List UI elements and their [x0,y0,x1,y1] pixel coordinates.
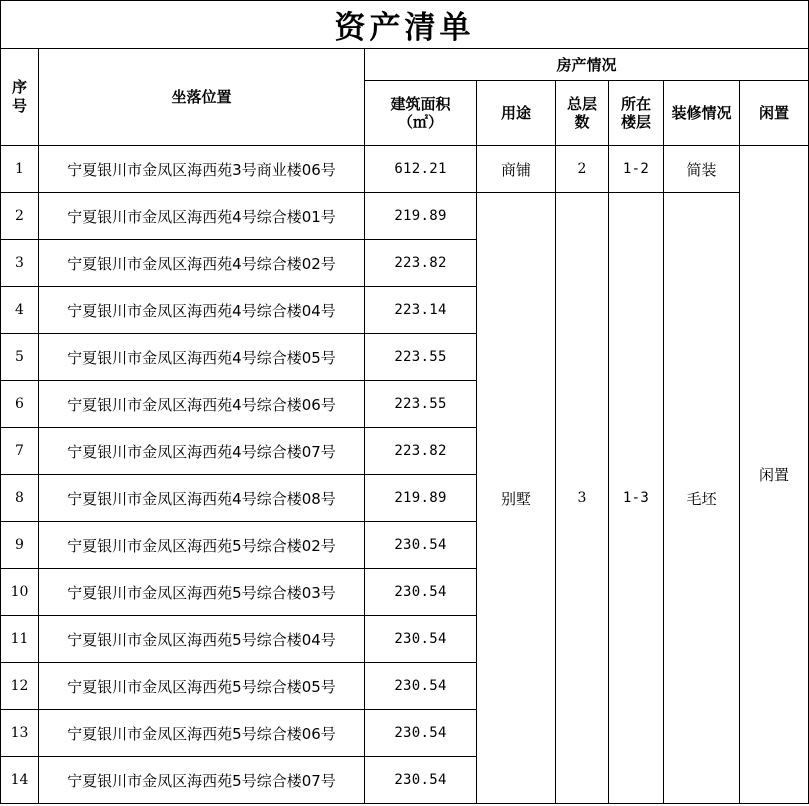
cell-seq: 11 [1,616,39,663]
header-seq [1,49,39,146]
cell-area: 230.54 [365,616,477,663]
cell-area: 230.54 [365,710,477,757]
cell-location: 宁夏银川市金凤区海西苑5号综合楼05号 [39,663,365,710]
header-floor-label: 所在楼层 [620,95,651,131]
title-row [1,1,809,49]
table-body [1,1,809,804]
cell-location: 宁夏银川市金凤区海西苑4号综合楼02号 [39,240,365,287]
cell-usage-merged: 别墅 [477,193,556,804]
cell-floor: 1-2 [609,146,664,193]
header-total-floors-label: 总层数 [566,95,597,131]
cell-area: 223.14 [365,287,477,334]
cell-location: 宁夏银川市金凤区海西苑4号综合楼08号 [39,475,365,522]
header-usage: 用途 [477,81,556,146]
header-floor [609,81,664,146]
cell-location: 宁夏银川市金凤区海西苑4号综合楼01号 [39,193,365,240]
cell-total-floors-merged: 3 [556,193,609,804]
cell-area: 230.54 [365,569,477,616]
cell-area: 223.82 [365,428,477,475]
cell-seq: 14 [1,757,39,804]
header-location: 坐落位置 [39,49,365,146]
cell-total-floors: 2 [556,146,609,193]
header-property-group: 房产情况 [365,49,809,81]
cell-area: 230.54 [365,757,477,804]
header-decoration: 装修情况 [664,81,740,146]
sheet-title: 资产清单 [1,1,809,49]
cell-seq: 4 [1,287,39,334]
cell-location: 宁夏银川市金凤区海西苑5号综合楼07号 [39,757,365,804]
cell-seq: 7 [1,428,39,475]
cell-area: 219.89 [365,193,477,240]
cell-seq: 13 [1,710,39,757]
cell-usage: 商铺 [477,146,556,193]
cell-floor-merged: 1-3 [609,193,664,804]
cell-location: 宁夏银川市金凤区海西苑4号综合楼07号 [39,428,365,475]
header-area-unit: （㎡） [397,113,443,131]
cell-seq: 1 [1,146,39,193]
cell-decoration: 简装 [664,146,740,193]
cell-decoration-merged: 毛坯 [664,193,740,804]
cell-location: 宁夏银川市金凤区海西苑4号综合楼06号 [39,381,365,428]
header-seq-label: 序号 [11,78,27,115]
cell-seq: 12 [1,663,39,710]
cell-location: 宁夏银川市金凤区海西苑5号综合楼03号 [39,569,365,616]
cell-seq: 10 [1,569,39,616]
cell-seq: 9 [1,522,39,569]
cell-area: 612.21 [365,146,477,193]
table-row [1,146,809,193]
cell-area: 230.54 [365,522,477,569]
cell-area: 223.82 [365,240,477,287]
header-idle: 闲置 [740,81,809,146]
cell-area: 219.89 [365,475,477,522]
table-row [1,193,809,240]
cell-area: 230.54 [365,663,477,710]
cell-idle-merged: 闲置 [740,146,809,804]
cell-seq: 2 [1,193,39,240]
cell-seq: 5 [1,334,39,381]
header-row-group [1,49,809,81]
header-area [365,81,477,146]
header-total-floors [556,81,609,146]
header-area-label: 建筑面积 [390,95,451,113]
cell-location: 宁夏银川市金凤区海西苑5号综合楼04号 [39,616,365,663]
cell-location: 宁夏银川市金凤区海西苑4号综合楼05号 [39,334,365,381]
cell-area: 223.55 [365,381,477,428]
cell-seq: 8 [1,475,39,522]
cell-location: 宁夏银川市金凤区海西苑5号综合楼02号 [39,522,365,569]
cell-area: 223.55 [365,334,477,381]
cell-seq: 6 [1,381,39,428]
cell-location: 宁夏银川市金凤区海西苑5号综合楼06号 [39,710,365,757]
cell-location: 宁夏银川市金凤区海西苑3号商业楼06号 [39,146,365,193]
cell-location: 宁夏银川市金凤区海西苑4号综合楼04号 [39,287,365,334]
cell-seq: 3 [1,240,39,287]
